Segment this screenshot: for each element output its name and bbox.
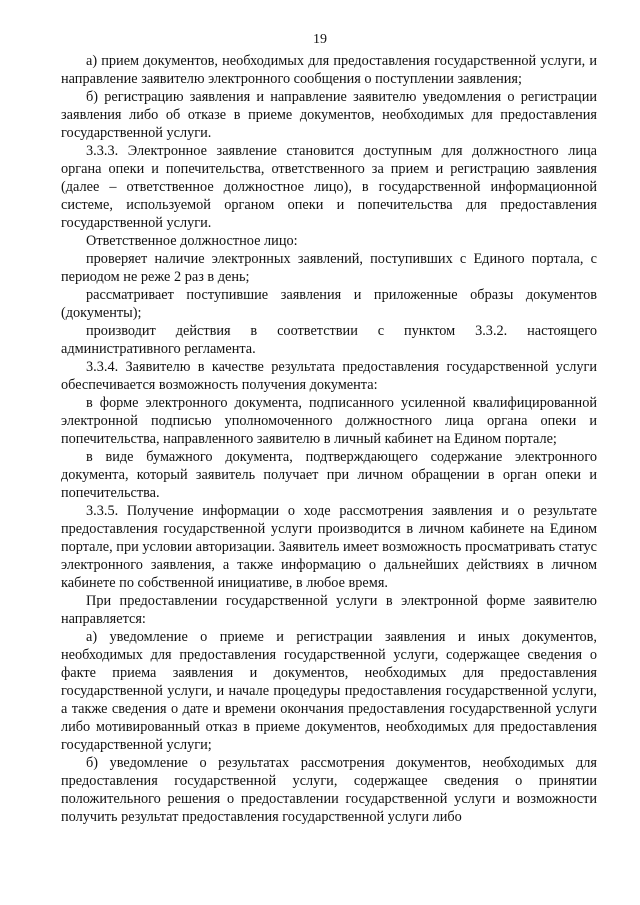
paragraph-3-3-4: 3.3.4. Заявителю в качестве результата предоставления государственной услуги обеспечивается возможность получения документа: (61, 359, 597, 393)
page-number: 19 (313, 32, 327, 47)
paragraph-b-notification: б) уведомление о результатах рассмотрения документов, необходимых для предоставления государственной услуги, содержащее сведения о принятии положительного решения о предоставлении государственной услуги и возможности получить результат предоставления государственной услуги либо (61, 755, 597, 825)
paragraph-performs-actions: производит действия в соответствии с пунктом 3.3.2. настоящего административного регламента. (61, 323, 597, 357)
paragraph-a-receipt: а) прием документов, необходимых для предоставления государственной услуги, и направление заявителю электронного сообщения о поступлении заявления; (61, 53, 597, 87)
paragraph-checks-applications: проверяет наличие электронных заявлений, поступивших с Единого портала, с периодом не реже 2 раз в день; (61, 251, 597, 285)
paragraph-3-3-5: 3.3.5. Получение информации о ходе рассмотрения заявления и о результате предоставления государственной услуги производится в личном кабинете на Едином портале, при условии авторизации. Заявитель имеет возможность просматривать статус электронного заявления, а также информацию о дальнейших действиях в личном кабинете по собственной инициативе, в любое время. (61, 503, 597, 591)
paragraph-electronic-document: в форме электронного документа, подписанного усиленной квалифицированной электронной подписью уполномоченного должностного лица органа опеки и попечительства, направленного заявителю в личный кабинет на Едином портале; (61, 395, 597, 447)
paragraph-3-3-3: 3.3.3. Электронное заявление становится доступным для должностного лица органа опеки и попечительства, ответственного за прием и регистрацию заявления (далее – ответственное должностное лицо), в государственной информационной системе, используемой органом опеки и попечительства для предоставления государственной услуги. (61, 143, 597, 231)
document-body (61, 52, 597, 826)
paragraph-reviews-applications: рассматривает поступившие заявления и приложенные образы документов (документы); (61, 287, 597, 321)
paragraph-b-registration: б) регистрацию заявления и направление заявителю уведомления о регистрации заявления либо об отказе в приеме документов, необходимых для предоставления государственной услуги. (61, 89, 597, 141)
paragraph-electronic-form: При предоставлении государственной услуги в электронной форме заявителю направляется: (61, 593, 597, 627)
paragraph-paper-document: в виде бумажного документа, подтверждающего содержание электронного документа, который заявитель получает при личном обращении в орган опеки и попечительства. (61, 449, 597, 501)
paragraph-a-notification: а) уведомление о приеме и регистрации заявления и иных документов, необходимых для предоставления государственной услуги, содержащее сведения о факте приема заявления и документов, необходимых для предоставления государственной услуги, и начале процедуры предоставления государственной услуги, а также сведения о дате и времени окончания предоставления государственной услуги либо мотивированный отказ в приеме документов, необходимых для предоставления государственной услуги; (61, 629, 597, 753)
paragraph-responsible-official: Ответственное должностное лицо: (86, 233, 298, 249)
